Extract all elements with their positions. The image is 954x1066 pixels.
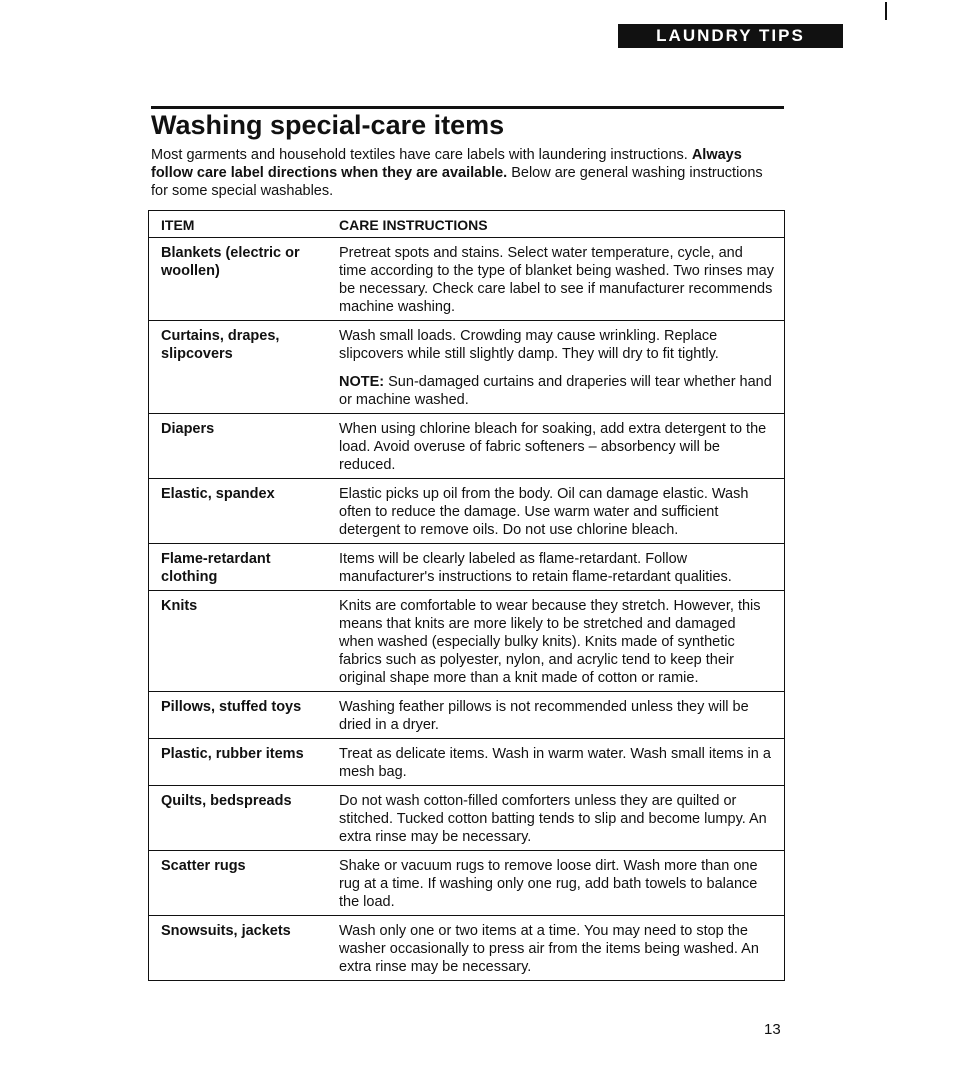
table-row	[149, 591, 785, 692]
care-text: Wash small loads. Crowding may cause wrinkling. Replace slipcovers while still slightly damp. They will dry to fit tightly.	[339, 328, 719, 362]
note-label: NOTE:	[339, 374, 385, 390]
care-instructions	[327, 916, 785, 981]
care-instructions	[327, 479, 785, 544]
item-name: Curtains, drapes, slipcovers	[149, 321, 328, 414]
care-instructions	[327, 786, 785, 851]
page-number: 13	[764, 1021, 781, 1038]
care-text: Knits are comfortable to wear because they stretch. However, this means that knits are more likely to be stretched and damaged when washed (especially bulky knits). Knits made of synthetic fabrics such as polyester, nylon, and acrylic tend to keep their original shape more than a knit made of cotton or ramie.	[339, 598, 761, 686]
care-instructions	[327, 591, 785, 692]
care-text: Wash only one or two items at a time. You may need to stop the washer occasionally to press air from the items being washed. An extra rinse may be necessary.	[339, 923, 759, 975]
item-name: Diapers	[149, 414, 328, 479]
care-text: Items will be clearly labeled as flame-retardant. Follow manufacturer's instructions to retain flame-retardant qualities.	[339, 551, 732, 585]
section-banner: LAUNDRY TIPS	[618, 24, 843, 48]
care-text: Do not wash cotton-filled comforters unless they are quilted or stitched. Tucked cotton batting tends to slip and become lumpy. An extra rinse may be necessary.	[339, 793, 767, 845]
care-text: Shake or vacuum rugs to remove loose dirt. Wash more than one rug at a time. If washing only one rug, add bath towels to balance the load.	[339, 858, 758, 910]
table-row	[149, 916, 785, 981]
item-name: Elastic, spandex	[149, 479, 328, 544]
care-text: When using chlorine bleach for soaking, add extra detergent to the load. Avoid overuse of fabric softeners – absorbency will be reduced.	[339, 421, 767, 473]
intro-bold-text: Always follow care label directions when they are available.	[151, 147, 742, 181]
table-row	[149, 786, 785, 851]
care-column-header: CARE INSTRUCTIONS	[327, 211, 785, 238]
care-text: Washing feather pillows is not recommended unless they will be dried in a dryer.	[339, 699, 749, 733]
care-instructions	[327, 851, 785, 916]
table-row	[149, 321, 785, 414]
care-table	[148, 210, 785, 981]
care-text: Elastic picks up oil from the body. Oil can damage elastic. Wash often to reduce the damage. Use warm water and sufficient detergent to remove oils. Do not use chlorine bleach.	[339, 486, 749, 538]
item-name: Snowsuits, jackets	[149, 916, 328, 981]
care-instructions	[327, 544, 785, 591]
table-row	[149, 851, 785, 916]
table-row	[149, 414, 785, 479]
item-name: Scatter rugs	[149, 851, 328, 916]
margin-mark	[885, 2, 887, 20]
item-name: Quilts, bedspreads	[149, 786, 328, 851]
care-text: Pretreat spots and stains. Select water temperature, cycle, and time according to the type of blanket being washed. Two rinses may be necessary. Check care label to see if manufacturer recommends machine washing.	[339, 245, 774, 315]
intro-text-before: Most garments and household textiles have care labels with laundering instructions.	[151, 147, 692, 163]
item-name: Flame-retardant clothing	[149, 544, 328, 591]
care-instructions	[327, 414, 785, 479]
table-row	[149, 692, 785, 739]
intro-text-after: Below are general washing instructions for some special washables.	[151, 165, 763, 199]
table-row	[149, 544, 785, 591]
item-name: Plastic, rubber items	[149, 739, 328, 786]
care-note	[339, 373, 774, 409]
care-table-header-row	[149, 211, 785, 238]
item-column-header: ITEM	[149, 211, 328, 238]
care-text: Treat as delicate items. Wash in warm water. Wash small items in a mesh bag.	[339, 746, 771, 780]
note-text: Sun-damaged curtains and draperies will tear whether hand or machine washed.	[339, 374, 772, 408]
table-row	[149, 739, 785, 786]
item-name: Pillows, stuffed toys	[149, 692, 328, 739]
item-name: Knits	[149, 591, 328, 692]
title-rule	[151, 106, 784, 109]
table-row	[149, 238, 785, 321]
intro-paragraph	[151, 146, 783, 200]
item-name: Blankets (electric or woollen)	[149, 238, 328, 321]
care-instructions	[327, 739, 785, 786]
page-title: Washing special-care items	[151, 110, 505, 140]
care-instructions	[327, 692, 785, 739]
care-instructions	[327, 238, 785, 321]
table-row	[149, 479, 785, 544]
care-instructions	[327, 321, 785, 414]
